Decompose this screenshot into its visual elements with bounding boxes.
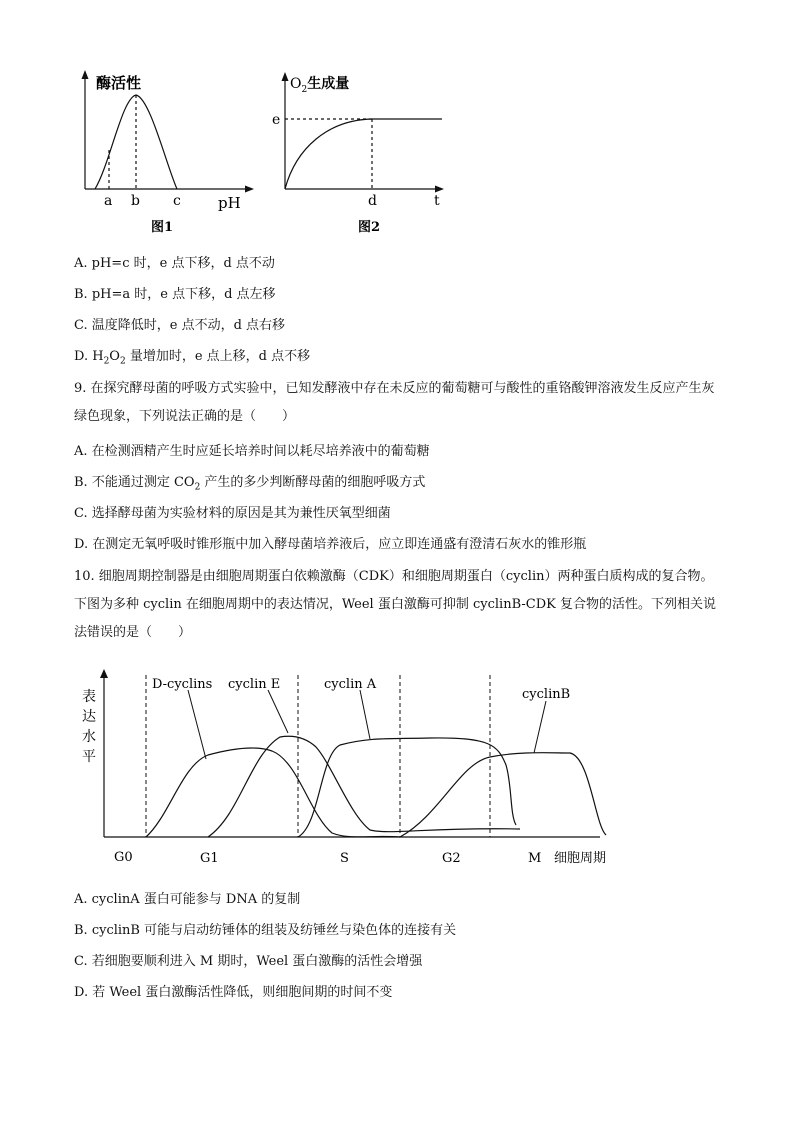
fig3-x-label: 细胞周期 [554, 851, 607, 866]
fig1-tick-b: b [131, 193, 140, 209]
fig1-caption: 图1 [151, 220, 174, 235]
q10-option-d: D. 若 Weel 蛋白激酶活性降低，则细胞间期的时间不变 [74, 985, 393, 1000]
label-d-cyclins: D-cyclins [152, 677, 213, 692]
phase-g0: G0 [114, 850, 133, 865]
q9-option-a: A. 在检测酒精产生时应延长培养时间以耗尽培养液中的葡萄糖 [74, 444, 430, 459]
label-cyclin-a: cyclin A [324, 677, 377, 692]
curve-d-cyclins [146, 748, 400, 837]
curve-cyclin-e [208, 736, 520, 837]
fig1-y-label: 酶活性 [96, 74, 142, 92]
fig3-y-label-2: 达 [82, 709, 96, 725]
fig3-y-label-1: 表 [82, 689, 96, 705]
q9-stem: 9. 在探究酵母菌的呼吸方式实验中，已知发酵液中存在未反应的葡萄糖可与酸性的重铬酸钾溶液发生反应产生灰绿色现象，下列说法正确的是（ ） [74, 381, 715, 424]
fig1-x-arrow [245, 186, 254, 193]
q10-option-b: B. cyclinB 可能与启动纺锤体的组装及纺锤丝与染色体的连接有关 [74, 923, 457, 938]
fig1-tick-c: c [173, 193, 181, 209]
phase-s: S [340, 851, 349, 866]
fig1-tick-a: a [104, 193, 113, 209]
fig1-y-arrow [82, 70, 89, 79]
q8-option-c: C. 温度降低时，e 点不动，d 点右移 [74, 318, 286, 333]
curve-cyclin-b [400, 753, 606, 837]
q8-option-b: B. pH=a 时，e 点下移，d 点左移 [74, 287, 276, 302]
fig2-t-label: t [434, 193, 440, 209]
fig3-y-label-4: 平 [82, 749, 96, 765]
label-cyclin-b: cyclinB [522, 687, 571, 702]
figure-3-cyclin-expression [70, 665, 630, 875]
fig2-d-label: d [368, 193, 377, 209]
fig1-x-label: pH [218, 194, 241, 212]
fig2-y-label: $O_2$生成量 [290, 76, 350, 95]
q8-option-d: D. $H_2O_2$ 量增加时，e 点上移，d 点不移 [74, 349, 311, 367]
label-cyclin-e: cyclin E [228, 677, 281, 692]
q10-option-c: C. 若细胞要顺利进入 M 期时，Weel 蛋白激酶的活性会增强 [74, 954, 423, 969]
q10-option-a: A. cyclinA 蛋白可能参与 DNA 的复制 [74, 892, 301, 907]
q8-option-a: A. pH=c 时，e 点下移，d 点不动 [74, 256, 275, 271]
fig2-y-arrow [282, 72, 289, 81]
fig2-o2-curve [285, 119, 442, 189]
phase-g2: G2 [442, 851, 461, 866]
fig2-e-label: e [272, 112, 281, 128]
q9-option-b: B. 不能通过测定 $CO_2$ 产生的多少判断酵母菌的细胞呼吸方式 [74, 475, 426, 493]
fig2-x-arrow [435, 186, 444, 193]
fig3-y-label-3: 水 [82, 729, 96, 745]
q9-option-d: D. 在测定无氧呼吸时锥形瓶中加入酵母菌培养液后，应立即连通盛有澄清石灰水的锥形瓶 [74, 537, 587, 552]
figure-2-o2-production [268, 68, 458, 240]
figure-1-enzyme-activity [70, 68, 260, 240]
curve-cyclin-a [298, 738, 516, 837]
fig2-caption: 图2 [358, 220, 381, 235]
q10-stem: 10. 细胞周期控制器是由细胞周期蛋白依赖激酶（CDK）和细胞周期蛋白（cyclin）两种蛋白质构成的复合物。下图为多种 cyclin 在细胞周期中的表达情况，Weel 蛋白激酶可抑制 cyclinB-CDK 复合物的活性。下列相关说法错误的是（ ） [74, 569, 716, 640]
fig3-phase-dividers [146, 675, 490, 837]
q9-option-c: C. 选择酵母菌为实验材料的原因是其为兼性厌氧型细菌 [74, 506, 391, 521]
phase-g1: G1 [200, 851, 219, 866]
phase-m: M [528, 851, 542, 866]
